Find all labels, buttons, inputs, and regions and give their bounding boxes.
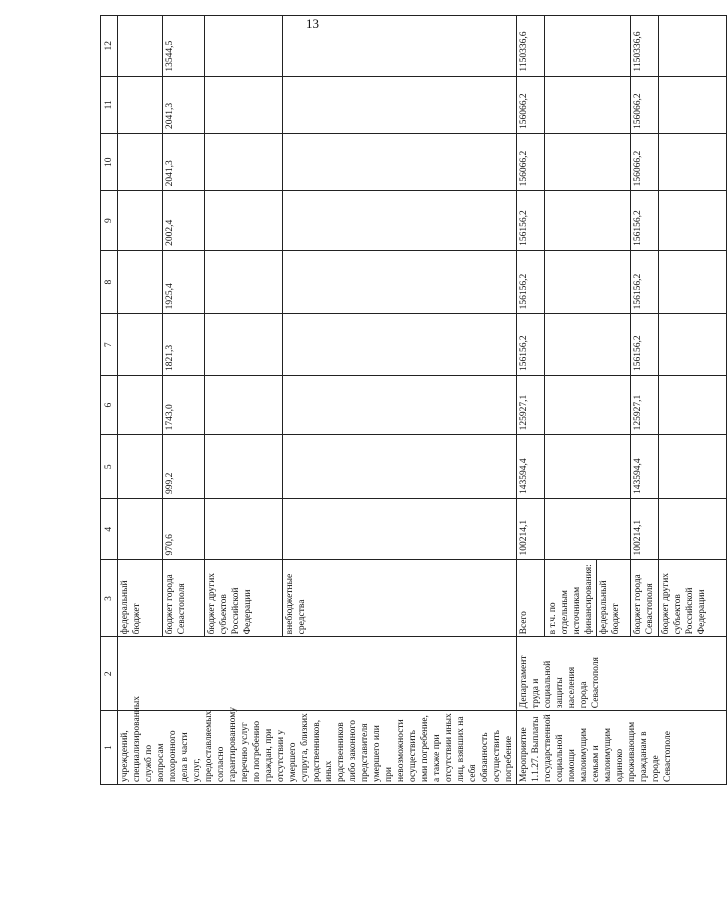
source-label: Всего xyxy=(517,560,545,637)
col-num: 3 xyxy=(101,560,118,637)
measure-description: Мероприятие 1.1.27. Выплаты государственной социальной помощи малоимущим семьям и малоимущим одиноко проживающим гражданам в городе Севастополе xyxy=(517,711,727,785)
value-cell: 156156,2 xyxy=(631,191,659,250)
value-cell: 143594,4 xyxy=(517,435,545,499)
executor xyxy=(118,637,517,711)
value-cell: 999,2 xyxy=(163,435,205,499)
value-cell: 156066,2 xyxy=(631,133,659,190)
value-cell: 1150336,6 xyxy=(631,16,659,77)
value-cell: 156156,2 xyxy=(517,191,545,250)
source-label: внебюджетные средства xyxy=(283,560,517,637)
col-num: 9 xyxy=(101,191,118,250)
value-cell: 156066,2 xyxy=(517,133,545,190)
value-cell: 156156,2 xyxy=(517,314,545,376)
col-num: 2 xyxy=(101,637,118,711)
value-cell: 100214,1 xyxy=(631,498,659,560)
value-cell: 1150336,6 xyxy=(517,16,545,77)
source-label: федеральный бюджет xyxy=(599,580,621,635)
col-num: 7 xyxy=(101,314,118,376)
source-label: бюджет других субъектов Российской Федерации xyxy=(659,560,727,637)
value-cell: 156156,2 xyxy=(631,314,659,376)
budget-table xyxy=(100,15,727,785)
value-cell: 1743,0 xyxy=(163,375,205,434)
col-num: 12 xyxy=(101,16,118,77)
value-cell: 1925,4 xyxy=(163,250,205,314)
col-num: 11 xyxy=(101,76,118,133)
col-num: 10 xyxy=(101,133,118,190)
col-num: 8 xyxy=(101,250,118,314)
col-num: 5 xyxy=(101,435,118,499)
value-cell: 125927,1 xyxy=(517,375,545,434)
table-row-continuation xyxy=(118,16,163,785)
value-cell: 156156,2 xyxy=(517,250,545,314)
value-cell: 156066,2 xyxy=(631,76,659,133)
source-label: бюджет других субъектов Российской Федерации xyxy=(205,560,283,637)
value-cell: 2041,3 xyxy=(163,133,205,190)
value-cell: 125927,1 xyxy=(631,375,659,434)
value-cell: 156066,2 xyxy=(517,76,545,133)
value-cell: 1821,3 xyxy=(163,314,205,376)
col-num: 1 xyxy=(101,711,118,785)
value-cell: 143594,4 xyxy=(631,435,659,499)
col-num: 4 xyxy=(101,498,118,560)
measure-description: учреждений, специализированных служб по вопросам похоронного дела в части услуг, предоставляемых согласно гарантированному перечню услуг по погребению граждан, при отсутствии у умершего супруга, близких родственников, иных родственников либо законного представителя умершего или при невозможности осуществить ими погребение, а также при отсутствии иных лиц, взявших на себя обязанность осуществить погребение xyxy=(118,711,517,785)
col-num: 6 xyxy=(101,375,118,434)
source-label: федеральный бюджет xyxy=(118,560,163,637)
source-breakdown-cell xyxy=(545,560,631,637)
value-cell: 100214,1 xyxy=(517,498,545,560)
executor: Департамент труда и социальной защиты населения города Севастополя xyxy=(517,637,727,711)
source-label: бюджет города Севастополя xyxy=(163,560,205,637)
value-cell: 970,6 xyxy=(163,498,205,560)
source-label: в т.ч. по отдельным источникам финансирования: xyxy=(546,560,597,636)
value-cell: 2002,4 xyxy=(163,191,205,250)
column-number-row xyxy=(101,16,118,785)
value-cell: 2041,3 xyxy=(163,76,205,133)
rotated-table-wrapper xyxy=(100,15,707,785)
page-number: 13 xyxy=(306,16,319,31)
table-row-total xyxy=(517,16,545,785)
value-cell: 156156,2 xyxy=(631,250,659,314)
value-cell: 13544,5 xyxy=(163,16,205,77)
source-label: бюджет города Севастополя xyxy=(631,560,659,637)
